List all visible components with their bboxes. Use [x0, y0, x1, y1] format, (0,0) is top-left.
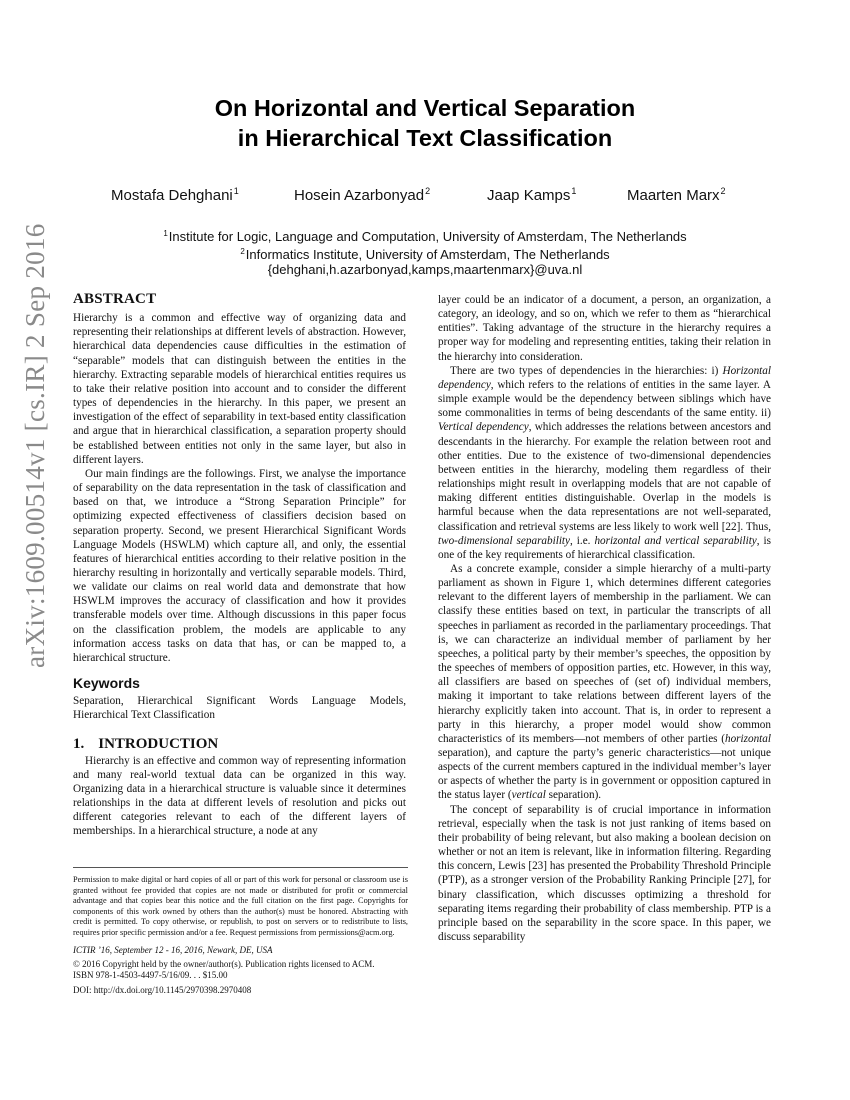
isbn-line: ISBN 978-1-4503-4497-5/16/09. . . $15.00: [73, 970, 228, 981]
author-3: Jaap Kamps$^1$: [487, 186, 577, 204]
permission-notice: Permission to make digital or hard copies of all or part of this work for personal or classroom use is granted without fee provided that copies are not made or distributed for profit or commercial advantage and that copies bear this notice and the full citation on the first page. Copyrights for components of this work owned by others than the author(s) must be honored. Abstracting with credit is permitted. To copy otherwise, or republish, to post on servers or to redistribute to lists, requires prior specific permission and/or a fee. Request permissions from permissions@acm.org.: [73, 875, 408, 937]
keywords-text: Separation, Hierarchical Significant Words Language Models, Hierarchical Text Classification: [73, 695, 406, 722]
arxiv-stamp: arXiv:1609.00514v1 [cs.IR] 2 Sep 2016: [20, 223, 50, 668]
doi-line: DOI: http://dx.doi.org/10.1145/2970398.2970408: [73, 984, 252, 995]
introduction-heading: 1. INTRODUCTION: [73, 735, 219, 752]
abstract-paragraph-1: Hierarchy is a common and effective way of organizing data and representing their relationships at different levels of abstraction. However, hierarchical data dependencies cause difficulties in the estimation of “separable” models that can distinguish between the entities in the hierarchy. Extracting separable models of hierarchical entities requires us to take their relative position into account and to consider the different types of dependencies in the hierarchy. In this paper, we present an investigation of the effect of separability in text-based entity classification and argue that in hierarchical classification, a separation property should be established between entities not only in the same layer, but also in different layers.: [73, 312, 406, 466]
paper-title: [0, 93, 850, 153]
conference-info: ICTIR ’16, September 12 - 16, 2016, Newark, DE, USA: [73, 945, 273, 955]
affiliation-2: $^2$Informatics Institute, University of Amsterdam, The Netherlands: [240, 247, 610, 262]
author-2: Hosein Azarbonyad$^2$: [294, 186, 431, 204]
right-paragraph-3: As a concrete example, consider a simple hierarchy of a multi-party parliament as shown in Figure 1, which determines different categories relevant to the different layers of membership in the parliament. We can classify these entities based on text, in particular the transcripts of all speeches in parliament as recorded in the parliamentary proceedings. That is, we can characterize an individual member of parliament by her speeches, a political party by their member’s speeches, the opposition by the speeches of members of opposition parties, etc. However, in this way, all classifiers are based on speeches of (set of) individual members, making it important to take relations between different layers of the hierarchy explicitly taken into account. That is, in order to represent a party in this hierarchy, a proper model would show common characteristics of its members—not members of other parties (horizontal separation), and capture the party’s generic characteristics—not unique aspects of the current members captured in the individual member’s layer or aspects of whether the party is in government or opposition captured in the status layer (vertical separation).: [438, 562, 771, 802]
affiliations: [0, 226, 850, 277]
copyright-line: © 2016 Copyright held by the owner/author(s). Publication rights licensed to ACM.: [73, 959, 375, 970]
right-paragraph-1: layer could be an indicator of a document, a person, an organization, a category, an ideology, and so on, which we refer to them as “hierarchical entities”. Taking advantage of the structure in the hierarchy requires a proper way for modeling and representing entities, taking their relation in the hierarchy into consideration.: [438, 294, 771, 363]
title-line-2: in Hierarchical Text Classification: [237, 125, 613, 151]
affiliation-1: $^1$Institute for Logic, Language and Computation, University of Amsterdam, The Netherlands: [163, 229, 687, 244]
author-1: Mostafa Dehghani$^1$: [111, 186, 239, 204]
author-list: [0, 186, 850, 208]
author-emails: {dehghani,h.azarbonyad,kamps,maartenmarx}@uva.nl: [267, 262, 583, 277]
copyright-footnote: [73, 867, 408, 996]
footnote-rule: [73, 867, 408, 868]
abstract-paragraph-2: Our main findings are the followings. First, we analyse the importance of separability on the data representation in the task of classification and based on that, we introduce a “Strong Separation Principle” for optimizing expected effectiveness of classifiers decision based on separation property. Second, we present Hierarchical Significant Words Language Models (HSWLM) which capture all, and only, the essential features of hierarchical entities according to their relative position in the hierarchy resulting in horizontally and vertically separable models. Third, we validate our claims on real world data and demonstrate that how HSWLM improves the accuracy of classification and how it provides transferable models over time. Although discussions in this paper focus on the classification problem, the models are applicable to any information access tasks on data that has, or can be mapped to, a hierarchical structure.: [73, 467, 406, 664]
keywords-heading: Keywords: [73, 675, 140, 692]
right-paragraph-4: The concept of separability is of crucial importance in information retrieval, especially when the task is not just ranking of items based on their probability of being relevant, but also making a boolean decision on whether or not an item is relevant, like in information filtering. Regarding this concern, Lewis [23] has presented the Probability Threshold Principle (PTP), as a stronger version of the Probability Ranking Principle [27], for binary classification, which discusses optimizing a threshold for separating items regarding their probability of class membership. PTP is a principle based on the separability in the score space. In this paper, we discuss separability: [438, 803, 771, 944]
right-paragraph-2: There are two types of dependencies in the hierarchies: i) Horizontal dependency, which refers to the relations of entities in the same layer. A simple example would be the dependency between siblings which have some commonalities in terms of being descendants of the same entity. ii) Vertical dependency, which addresses the relations between ancestors and descendants in the hierarchy. For example the relation between root and other entities. Due to the existence of two-dimensional dependencies between entities in the hierarchy, modeling them regardless of their relationships might result in overlapping models that are not capable of making different entities distinguishable. Overlap in the models is harmful because when the data representations are not well-separated, classification and retrieval systems are less likely to work well [22]. Thus, two-dimensional separability, i.e. horizontal and vertical separability, is one of the key requirements of hierarchical classification.: [438, 364, 772, 561]
author-4: Maarten Marx$^2$: [627, 186, 726, 204]
title-line-1: On Horizontal and Vertical Separation: [214, 95, 636, 121]
abstract-heading: ABSTRACT: [73, 291, 157, 307]
introduction-paragraph-1: Hierarchy is an effective and common way of representing information and many real-world textual data can be organized in this way. Organizing data in a hierarchical structure is valuable since it determines relationships in the data at different levels of resolution and picks out different categories relevant to each of the different layers of memberships. In a hierarchical structure, a node at any: [73, 754, 406, 838]
left-column: [73, 292, 406, 839]
right-column: [438, 293, 771, 944]
